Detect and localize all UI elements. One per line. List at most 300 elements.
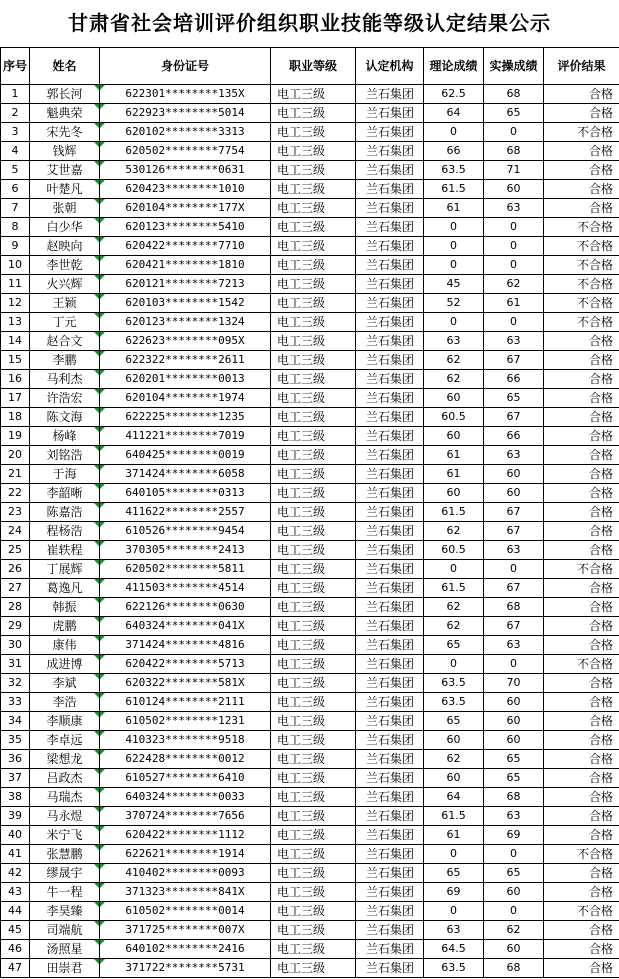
id-number: 620103********1542 (100, 294, 271, 313)
certifying-org: 兰石集团 (356, 180, 424, 199)
person-name: 艾世嘉 (30, 161, 100, 180)
row-index: 28 (1, 598, 30, 617)
person-name: 陈嘉浩 (30, 503, 100, 522)
table-row (1, 389, 619, 408)
job-level: 电工三级 (271, 731, 356, 750)
certifying-org: 兰石集团 (356, 902, 424, 921)
job-level: 电工三级 (271, 199, 356, 218)
row-index: 27 (1, 579, 30, 598)
person-name: 虎鹏 (30, 617, 100, 636)
row-index: 2 (1, 104, 30, 123)
id-number: 622621********1914 (100, 845, 271, 864)
table-row (1, 465, 619, 484)
certifying-org: 兰石集团 (356, 712, 424, 731)
table-row (1, 636, 619, 655)
certifying-org: 兰石集团 (356, 541, 424, 560)
row-index: 6 (1, 180, 30, 199)
theory-score: 62 (424, 617, 484, 636)
header-index: 序号 (1, 48, 30, 85)
row-index: 32 (1, 674, 30, 693)
id-number: 370724********7656 (100, 807, 271, 826)
person-name: 程杨浩 (30, 522, 100, 541)
theory-score: 64 (424, 104, 484, 123)
row-index: 3 (1, 123, 30, 142)
table-row (1, 693, 619, 712)
row-index: 29 (1, 617, 30, 636)
id-number: 622225********1235 (100, 408, 271, 427)
table-row (1, 294, 619, 313)
row-index: 25 (1, 541, 30, 560)
job-level: 电工三级 (271, 655, 356, 674)
job-level: 电工三级 (271, 142, 356, 161)
evaluation-result: 不合格 (544, 902, 619, 921)
person-name: 韩振 (30, 598, 100, 617)
job-level: 电工三级 (271, 674, 356, 693)
theory-score: 65 (424, 712, 484, 731)
job-level: 电工三级 (271, 503, 356, 522)
table-row (1, 731, 619, 750)
row-index: 26 (1, 560, 30, 579)
row-index: 40 (1, 826, 30, 845)
row-index: 14 (1, 332, 30, 351)
person-name: 许浩宏 (30, 389, 100, 408)
row-index: 43 (1, 883, 30, 902)
evaluation-result: 合格 (544, 427, 619, 446)
person-name: 李浩 (30, 693, 100, 712)
evaluation-result: 合格 (544, 465, 619, 484)
theory-score: 63 (424, 921, 484, 940)
job-level: 电工三级 (271, 750, 356, 769)
row-index: 4 (1, 142, 30, 161)
theory-score: 45 (424, 275, 484, 294)
row-index: 18 (1, 408, 30, 427)
job-level: 电工三级 (271, 180, 356, 199)
id-number: 371424********4816 (100, 636, 271, 655)
results-table (0, 47, 619, 978)
theory-score: 61.5 (424, 503, 484, 522)
row-index: 12 (1, 294, 30, 313)
evaluation-result: 不合格 (544, 845, 619, 864)
header-result: 评价结果 (544, 48, 619, 85)
certifying-org: 兰石集团 (356, 731, 424, 750)
row-index: 46 (1, 940, 30, 959)
job-level: 电工三级 (271, 332, 356, 351)
practical-score: 61 (484, 294, 544, 313)
evaluation-result: 合格 (544, 142, 619, 161)
certifying-org: 兰石集团 (356, 389, 424, 408)
row-index: 24 (1, 522, 30, 541)
header-practical-score: 实操成绩 (484, 48, 544, 85)
practical-score: 0 (484, 655, 544, 674)
job-level: 电工三级 (271, 275, 356, 294)
id-number: 620123********5410 (100, 218, 271, 237)
practical-score: 60 (484, 180, 544, 199)
table-row (1, 332, 619, 351)
id-number: 640105********0313 (100, 484, 271, 503)
header-id-number: 身份证号 (100, 48, 271, 85)
evaluation-result: 不合格 (544, 313, 619, 332)
evaluation-result: 合格 (544, 579, 619, 598)
certifying-org: 兰石集团 (356, 503, 424, 522)
table-row (1, 199, 619, 218)
job-level: 电工三级 (271, 256, 356, 275)
theory-score: 0 (424, 237, 484, 256)
person-name: 王颖 (30, 294, 100, 313)
certifying-org: 兰石集团 (356, 275, 424, 294)
theory-score: 62 (424, 370, 484, 389)
table-row (1, 712, 619, 731)
person-name: 赵合文 (30, 332, 100, 351)
evaluation-result: 合格 (544, 503, 619, 522)
person-name: 司端航 (30, 921, 100, 940)
certifying-org: 兰石集团 (356, 199, 424, 218)
table-row (1, 161, 619, 180)
practical-score: 69 (484, 826, 544, 845)
certifying-org: 兰石集团 (356, 598, 424, 617)
row-index: 23 (1, 503, 30, 522)
evaluation-result: 不合格 (544, 123, 619, 142)
job-level: 电工三级 (271, 617, 356, 636)
evaluation-result: 合格 (544, 617, 619, 636)
job-level: 电工三级 (271, 218, 356, 237)
practical-score: 65 (484, 389, 544, 408)
theory-score: 0 (424, 313, 484, 332)
theory-score: 62 (424, 351, 484, 370)
row-index: 15 (1, 351, 30, 370)
theory-score: 62 (424, 522, 484, 541)
theory-score: 62 (424, 598, 484, 617)
theory-score: 64.5 (424, 940, 484, 959)
job-level: 电工三级 (271, 940, 356, 959)
practical-score: 65 (484, 864, 544, 883)
theory-score: 65 (424, 636, 484, 655)
table-row (1, 769, 619, 788)
row-index: 47 (1, 959, 30, 978)
id-number: 620422********5713 (100, 655, 271, 674)
table-row (1, 940, 619, 959)
table-row (1, 427, 619, 446)
certifying-org: 兰石集团 (356, 465, 424, 484)
certifying-org: 兰石集团 (356, 864, 424, 883)
job-level: 电工三级 (271, 313, 356, 332)
table-row (1, 807, 619, 826)
job-level: 电工三级 (271, 598, 356, 617)
person-name: 李斌 (30, 674, 100, 693)
practical-score: 67 (484, 579, 544, 598)
person-name: 魁典荣 (30, 104, 100, 123)
row-index: 1 (1, 85, 30, 104)
person-name: 田崇君 (30, 959, 100, 978)
practical-score: 60 (484, 712, 544, 731)
certifying-org: 兰石集团 (356, 427, 424, 446)
theory-score: 61.5 (424, 180, 484, 199)
job-level: 电工三级 (271, 408, 356, 427)
header-theory-score: 理论成绩 (424, 48, 484, 85)
certifying-org: 兰石集团 (356, 351, 424, 370)
job-level: 电工三级 (271, 123, 356, 142)
evaluation-result: 合格 (544, 104, 619, 123)
header-level: 职业等级 (271, 48, 356, 85)
practical-score: 67 (484, 408, 544, 427)
theory-score: 63.5 (424, 959, 484, 978)
id-number: 370305********2413 (100, 541, 271, 560)
row-index: 37 (1, 769, 30, 788)
id-number: 610502********1231 (100, 712, 271, 731)
theory-score: 61 (424, 446, 484, 465)
row-index: 33 (1, 693, 30, 712)
evaluation-result: 合格 (544, 408, 619, 427)
certifying-org: 兰石集团 (356, 750, 424, 769)
person-name: 李世乾 (30, 256, 100, 275)
theory-score: 0 (424, 560, 484, 579)
table-row (1, 921, 619, 940)
job-level: 电工三级 (271, 389, 356, 408)
job-level: 电工三级 (271, 712, 356, 731)
row-index: 21 (1, 465, 30, 484)
id-number: 640425********0019 (100, 446, 271, 465)
evaluation-result: 不合格 (544, 275, 619, 294)
id-number: 411622********2557 (100, 503, 271, 522)
theory-score: 60 (424, 484, 484, 503)
theory-score: 63.5 (424, 161, 484, 180)
practical-score: 0 (484, 560, 544, 579)
theory-score: 64 (424, 788, 484, 807)
theory-score: 60 (424, 427, 484, 446)
table-row (1, 180, 619, 199)
table-row (1, 750, 619, 769)
evaluation-result: 不合格 (544, 294, 619, 313)
evaluation-result: 合格 (544, 199, 619, 218)
person-name: 李顺康 (30, 712, 100, 731)
job-level: 电工三级 (271, 370, 356, 389)
practical-score: 68 (484, 788, 544, 807)
certifying-org: 兰石集团 (356, 826, 424, 845)
person-name: 葛逸凡 (30, 579, 100, 598)
job-level: 电工三级 (271, 788, 356, 807)
theory-score: 60 (424, 769, 484, 788)
id-number: 371323********841X (100, 883, 271, 902)
theory-score: 63 (424, 332, 484, 351)
person-name: 杨峰 (30, 427, 100, 446)
table-row (1, 598, 619, 617)
evaluation-result: 合格 (544, 351, 619, 370)
certifying-org: 兰石集团 (356, 218, 424, 237)
evaluation-result: 合格 (544, 693, 619, 712)
certifying-org: 兰石集团 (356, 921, 424, 940)
practical-score: 67 (484, 351, 544, 370)
practical-score: 0 (484, 256, 544, 275)
theory-score: 60.5 (424, 541, 484, 560)
id-number: 620322********581X (100, 674, 271, 693)
table-row (1, 826, 619, 845)
person-name: 火兴辉 (30, 275, 100, 294)
theory-score: 60 (424, 389, 484, 408)
person-name: 钱辉 (30, 142, 100, 161)
id-number: 410323********9518 (100, 731, 271, 750)
table-row (1, 256, 619, 275)
certifying-org: 兰石集团 (356, 883, 424, 902)
table-row (1, 864, 619, 883)
certifying-org: 兰石集团 (356, 560, 424, 579)
evaluation-result: 合格 (544, 180, 619, 199)
evaluation-result: 合格 (544, 389, 619, 408)
row-index: 9 (1, 237, 30, 256)
person-name: 李卓远 (30, 731, 100, 750)
practical-score: 67 (484, 617, 544, 636)
table-row (1, 541, 619, 560)
theory-score: 0 (424, 902, 484, 921)
evaluation-result: 合格 (544, 541, 619, 560)
practical-score: 63 (484, 636, 544, 655)
row-index: 16 (1, 370, 30, 389)
id-number: 610502********0014 (100, 902, 271, 921)
practical-score: 65 (484, 750, 544, 769)
id-number: 622923********5014 (100, 104, 271, 123)
job-level: 电工三级 (271, 560, 356, 579)
row-index: 31 (1, 655, 30, 674)
table-row (1, 142, 619, 161)
job-level: 电工三级 (271, 636, 356, 655)
row-index: 13 (1, 313, 30, 332)
evaluation-result: 不合格 (544, 237, 619, 256)
theory-score: 61.5 (424, 807, 484, 826)
id-number: 620104********177X (100, 199, 271, 218)
row-index: 17 (1, 389, 30, 408)
certifying-org: 兰石集团 (356, 313, 424, 332)
practical-score: 65 (484, 769, 544, 788)
person-name: 叶楚凡 (30, 180, 100, 199)
practical-score: 0 (484, 902, 544, 921)
person-name: 牛一程 (30, 883, 100, 902)
job-level: 电工三级 (271, 579, 356, 598)
job-level: 电工三级 (271, 769, 356, 788)
job-level: 电工三级 (271, 826, 356, 845)
person-name: 吕政杰 (30, 769, 100, 788)
evaluation-result: 合格 (544, 370, 619, 389)
evaluation-result: 合格 (544, 731, 619, 750)
table-row (1, 560, 619, 579)
row-index: 7 (1, 199, 30, 218)
certifying-org: 兰石集团 (356, 845, 424, 864)
person-name: 崔轶程 (30, 541, 100, 560)
id-number: 622126********0630 (100, 598, 271, 617)
table-row (1, 218, 619, 237)
id-number: 610527********6410 (100, 769, 271, 788)
table-row (1, 617, 619, 636)
theory-score: 61 (424, 199, 484, 218)
job-level: 电工三级 (271, 161, 356, 180)
practical-score: 60 (484, 484, 544, 503)
job-level: 电工三级 (271, 902, 356, 921)
theory-score: 63.5 (424, 674, 484, 693)
person-name: 李韶晰 (30, 484, 100, 503)
certifying-org: 兰石集团 (356, 617, 424, 636)
person-name: 张慧鹏 (30, 845, 100, 864)
row-index: 38 (1, 788, 30, 807)
certifying-org: 兰石集团 (356, 959, 424, 978)
practical-score: 68 (484, 142, 544, 161)
header-org: 认定机构 (356, 48, 424, 85)
job-level: 电工三级 (271, 104, 356, 123)
certifying-org: 兰石集团 (356, 636, 424, 655)
practical-score: 63 (484, 332, 544, 351)
evaluation-result: 合格 (544, 636, 619, 655)
practical-score: 66 (484, 370, 544, 389)
table-row (1, 85, 619, 104)
row-index: 22 (1, 484, 30, 503)
practical-score: 62 (484, 275, 544, 294)
row-index: 34 (1, 712, 30, 731)
theory-score: 61 (424, 465, 484, 484)
evaluation-result: 合格 (544, 332, 619, 351)
evaluation-result: 合格 (544, 750, 619, 769)
header-name: 姓名 (30, 48, 100, 85)
person-name: 宋先冬 (30, 123, 100, 142)
certifying-org: 兰石集团 (356, 769, 424, 788)
evaluation-result: 不合格 (544, 218, 619, 237)
row-index: 10 (1, 256, 30, 275)
evaluation-result: 合格 (544, 959, 619, 978)
practical-score: 66 (484, 427, 544, 446)
evaluation-result: 合格 (544, 807, 619, 826)
theory-score: 65 (424, 864, 484, 883)
row-index: 5 (1, 161, 30, 180)
job-level: 电工三级 (271, 807, 356, 826)
job-level: 电工三级 (271, 693, 356, 712)
practical-score: 65 (484, 104, 544, 123)
practical-score: 60 (484, 693, 544, 712)
certifying-org: 兰石集团 (356, 484, 424, 503)
person-name: 马利杰 (30, 370, 100, 389)
person-name: 李鹏 (30, 351, 100, 370)
practical-score: 68 (484, 598, 544, 617)
person-name: 米宁飞 (30, 826, 100, 845)
person-name: 白少华 (30, 218, 100, 237)
theory-score: 0 (424, 123, 484, 142)
table-row (1, 579, 619, 598)
id-number: 371725********007X (100, 921, 271, 940)
row-index: 42 (1, 864, 30, 883)
table-row (1, 845, 619, 864)
row-index: 45 (1, 921, 30, 940)
person-name: 丁元 (30, 313, 100, 332)
practical-score: 62 (484, 921, 544, 940)
job-level: 电工三级 (271, 237, 356, 256)
person-name: 陈文海 (30, 408, 100, 427)
id-number: 371722********5731 (100, 959, 271, 978)
practical-score: 60 (484, 465, 544, 484)
id-number: 620121********7213 (100, 275, 271, 294)
id-number: 620102********3313 (100, 123, 271, 142)
practical-score: 63 (484, 446, 544, 465)
row-index: 44 (1, 902, 30, 921)
evaluation-result: 合格 (544, 864, 619, 883)
id-number: 620502********7754 (100, 142, 271, 161)
id-number: 371424********6058 (100, 465, 271, 484)
certifying-org: 兰石集团 (356, 104, 424, 123)
practical-score: 67 (484, 522, 544, 541)
theory-score: 60.5 (424, 408, 484, 427)
table-body (1, 85, 619, 978)
theory-score: 61 (424, 826, 484, 845)
certifying-org: 兰石集团 (356, 256, 424, 275)
practical-score: 63 (484, 807, 544, 826)
theory-score: 69 (424, 883, 484, 902)
evaluation-result: 合格 (544, 788, 619, 807)
table-row (1, 959, 619, 978)
job-level: 电工三级 (271, 864, 356, 883)
evaluation-result: 合格 (544, 674, 619, 693)
